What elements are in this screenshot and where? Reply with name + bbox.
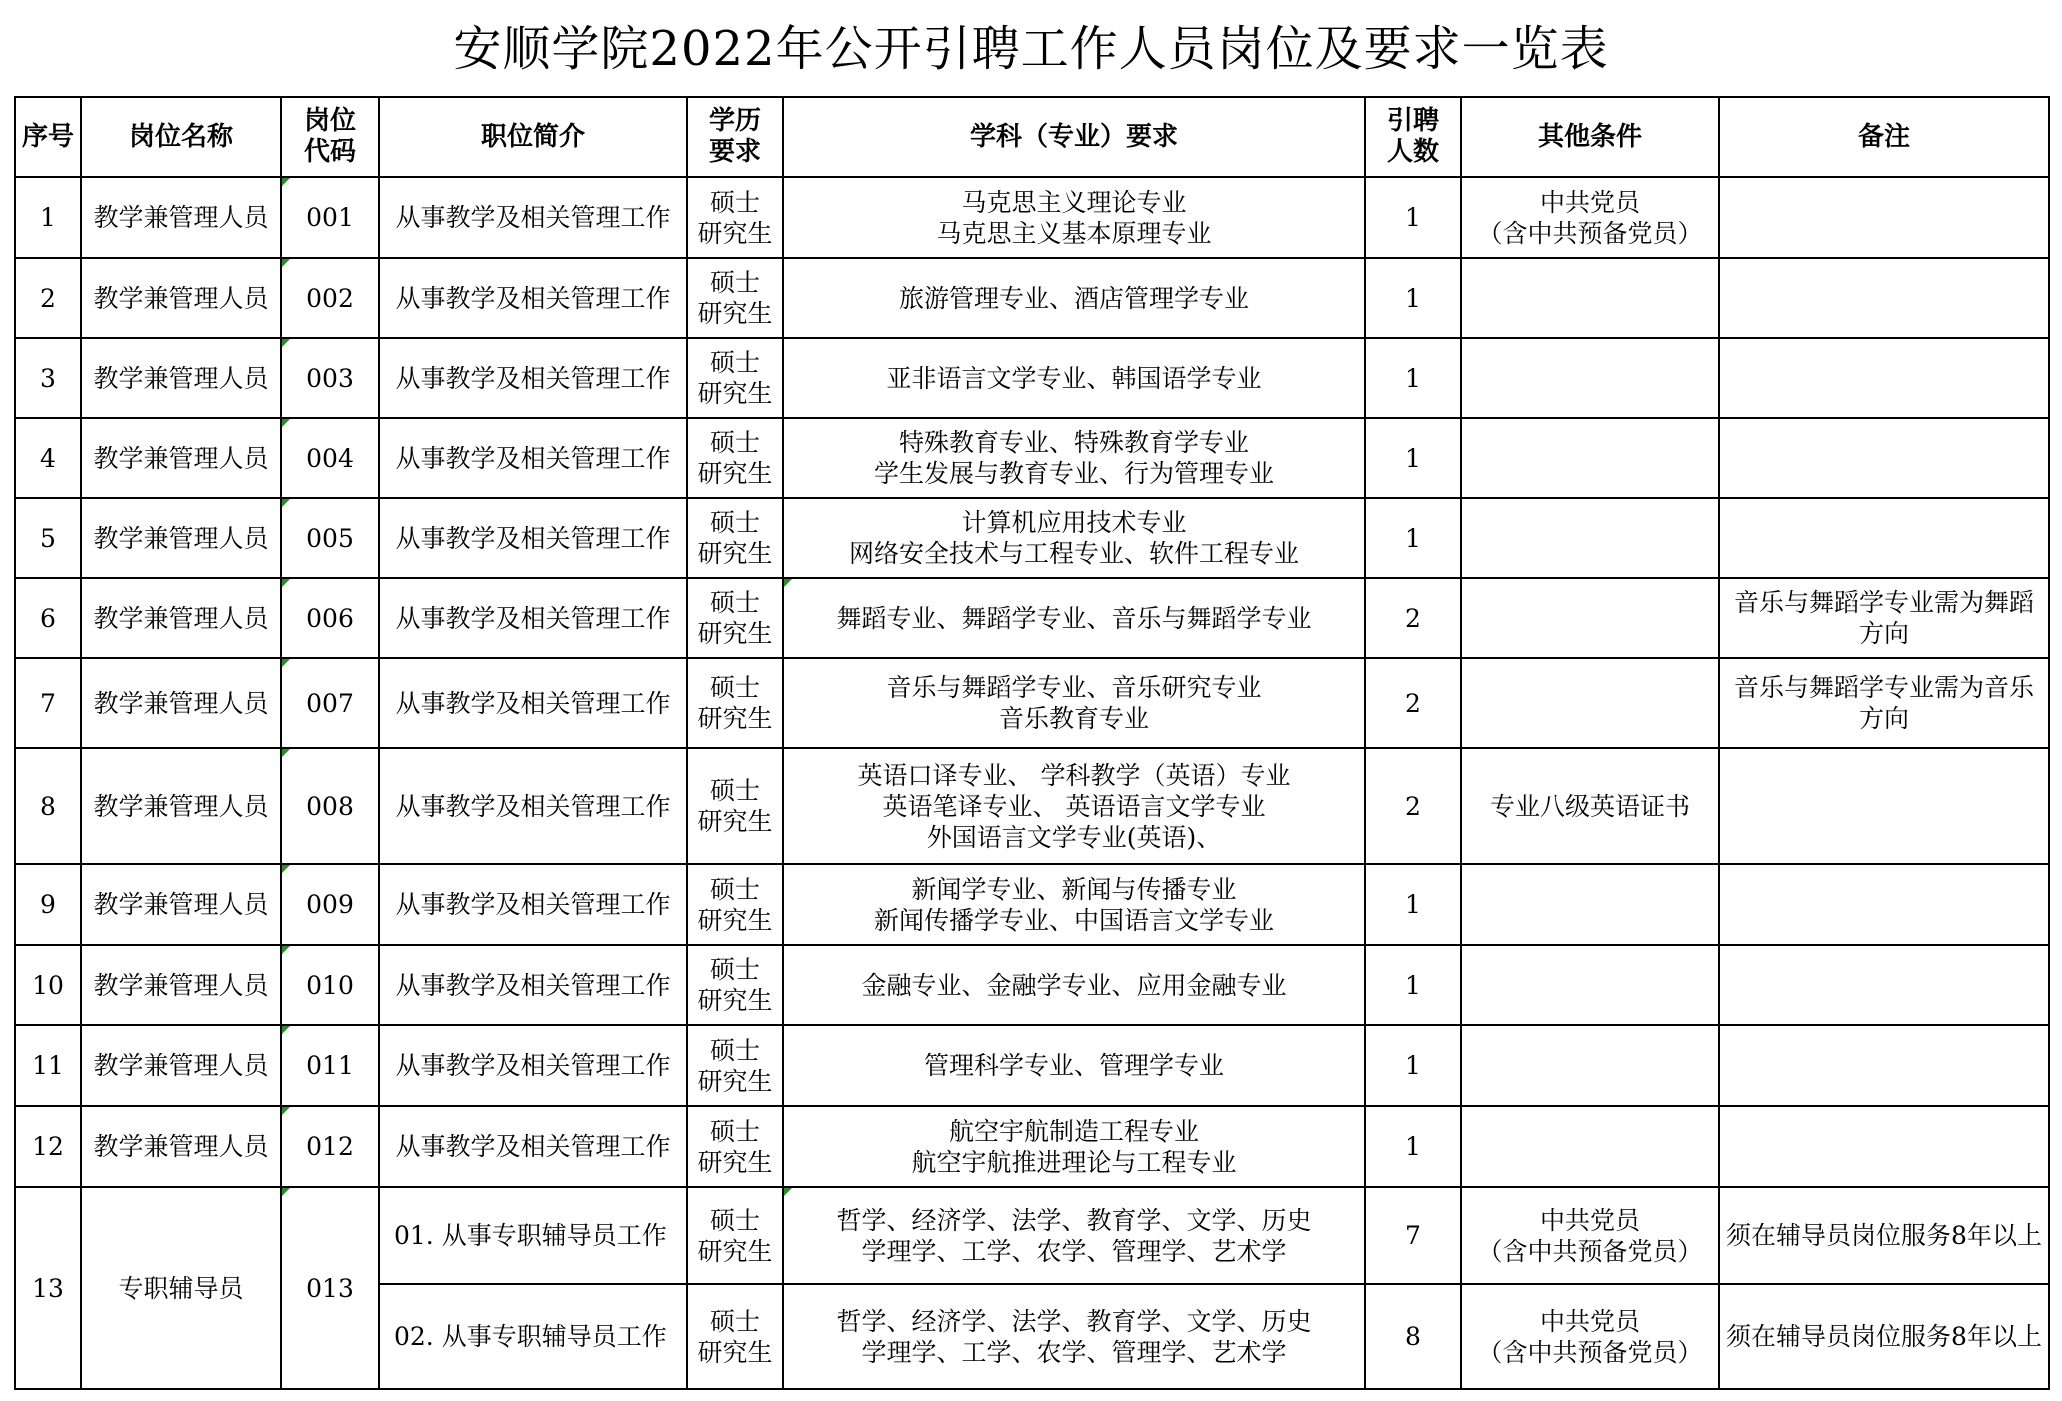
cell-name: 教学兼管理人员	[81, 258, 281, 338]
cell-code: 006	[281, 578, 379, 658]
cell-major: 哲学、经济学、法学、教育学、文学、历史 学理学、工学、农学、管理学、艺术学	[783, 1284, 1365, 1389]
cell-name: 教学兼管理人员	[81, 864, 281, 945]
cell-name: 教学兼管理人员	[81, 177, 281, 258]
cell-intro: 从事教学及相关管理工作	[379, 418, 687, 498]
cell-intro: 从事教学及相关管理工作	[379, 578, 687, 658]
cell-edu: 硕士 研究生	[687, 258, 783, 338]
cell-code: 009	[281, 864, 379, 945]
cell-count: 1	[1365, 945, 1461, 1025]
cell-intro: 从事教学及相关管理工作	[379, 945, 687, 1025]
cell-major: 旅游管理专业、酒店管理学专业	[783, 258, 1365, 338]
cell-edu: 硕士 研究生	[687, 864, 783, 945]
cell-count: 1	[1365, 338, 1461, 418]
cell-edu: 硕士 研究生	[687, 498, 783, 578]
cell-count: 7	[1365, 1187, 1461, 1284]
cell-count: 2	[1365, 748, 1461, 864]
cell-seq: 3	[15, 338, 81, 418]
cell-note	[1719, 498, 2049, 578]
table-row	[15, 578, 2049, 658]
cell-major: 新闻学专业、新闻与传播专业 新闻传播学专业、中国语言文学专业	[783, 864, 1365, 945]
cell-name: 教学兼管理人员	[81, 748, 281, 864]
cell-seq: 7	[15, 658, 81, 748]
cell-intro: 从事教学及相关管理工作	[379, 1106, 687, 1187]
cell-other	[1461, 578, 1719, 658]
cell-code: 005	[281, 498, 379, 578]
cell-other	[1461, 338, 1719, 418]
cell-intro: 02. 从事专职辅导员工作	[379, 1284, 687, 1389]
cell-intro: 从事教学及相关管理工作	[379, 338, 687, 418]
cell-intro: 从事教学及相关管理工作	[379, 1025, 687, 1106]
cell-major: 特殊教育专业、特殊教育学专业 学生发展与教育专业、行为管理专业	[783, 418, 1365, 498]
table-row	[15, 498, 2049, 578]
cell-name: 专职辅导员	[81, 1187, 281, 1389]
table-row	[15, 418, 2049, 498]
cell-other: 中共党员 （含中共预备党员）	[1461, 1187, 1719, 1284]
cell-seq: 5	[15, 498, 81, 578]
table-row	[15, 1106, 2049, 1187]
cell-name: 教学兼管理人员	[81, 338, 281, 418]
cell-seq: 1	[15, 177, 81, 258]
cell-note	[1719, 1106, 2049, 1187]
cell-note: 音乐与舞蹈学专业需为舞蹈方向	[1719, 578, 2049, 658]
cell-code: 011	[281, 1025, 379, 1106]
header-seq: 序号	[15, 97, 81, 177]
cell-count: 1	[1365, 498, 1461, 578]
positions-table	[14, 96, 2050, 1390]
cell-major: 计算机应用技术专业 网络安全技术与工程专业、软件工程专业	[783, 498, 1365, 578]
cell-seq: 4	[15, 418, 81, 498]
cell-count: 2	[1365, 578, 1461, 658]
cell-seq: 11	[15, 1025, 81, 1106]
cell-edu: 硕士 研究生	[687, 338, 783, 418]
table-row	[15, 864, 2049, 945]
cell-note	[1719, 1025, 2049, 1106]
table-row	[15, 945, 2049, 1025]
cell-major: 音乐与舞蹈学专业、音乐研究专业 音乐教育专业	[783, 658, 1365, 748]
cell-note: 音乐与舞蹈学专业需为音乐方向	[1719, 658, 2049, 748]
header-major: 学科（专业）要求	[783, 97, 1365, 177]
cell-other	[1461, 1106, 1719, 1187]
cell-seq: 13	[15, 1187, 81, 1389]
cell-code: 008	[281, 748, 379, 864]
cell-edu: 硕士 研究生	[687, 418, 783, 498]
cell-other: 专业八级英语证书	[1461, 748, 1719, 864]
cell-seq: 9	[15, 864, 81, 945]
cell-edu: 硕士 研究生	[687, 1187, 783, 1284]
cell-name: 教学兼管理人员	[81, 1025, 281, 1106]
cell-edu: 硕士 研究生	[687, 177, 783, 258]
cell-other: 中共党员 （含中共预备党员）	[1461, 177, 1719, 258]
cell-note: 须在辅导员岗位服务8年以上	[1719, 1187, 2049, 1284]
cell-count: 1	[1365, 864, 1461, 945]
cell-note	[1719, 258, 2049, 338]
cell-other	[1461, 258, 1719, 338]
cell-note	[1719, 748, 2049, 864]
cell-intro: 从事教学及相关管理工作	[379, 177, 687, 258]
cell-edu: 硕士 研究生	[687, 1025, 783, 1106]
cell-edu: 硕士 研究生	[687, 1106, 783, 1187]
cell-name: 教学兼管理人员	[81, 418, 281, 498]
cell-major: 马克思主义理论专业 马克思主义基本原理专业	[783, 177, 1365, 258]
cell-other	[1461, 658, 1719, 748]
cell-seq: 8	[15, 748, 81, 864]
cell-major: 舞蹈专业、舞蹈学专业、音乐与舞蹈学专业	[783, 578, 1365, 658]
header-note: 备注	[1719, 97, 2049, 177]
cell-major: 哲学、经济学、法学、教育学、文学、历史 学理学、工学、农学、管理学、艺术学	[783, 1187, 1365, 1284]
cell-name: 教学兼管理人员	[81, 658, 281, 748]
cell-major: 英语口译专业、 学科教学（英语）专业 英语笔译专业、 英语语言文学专业 外国语言文学专业(英语)、	[783, 748, 1365, 864]
cell-note	[1719, 338, 2049, 418]
page-title: 安顺学院2022年公开引聘工作人员岗位及要求一览表	[453, 21, 1609, 77]
cell-note	[1719, 418, 2049, 498]
table-row	[15, 748, 2049, 864]
cell-name: 教学兼管理人员	[81, 498, 281, 578]
cell-edu: 硕士 研究生	[687, 578, 783, 658]
cell-other	[1461, 864, 1719, 945]
cell-code: 001	[281, 177, 379, 258]
cell-intro: 从事教学及相关管理工作	[379, 748, 687, 864]
cell-note: 须在辅导员岗位服务8年以上	[1719, 1284, 2049, 1389]
table-row	[15, 177, 2049, 258]
cell-count: 1	[1365, 1025, 1461, 1106]
cell-other	[1461, 418, 1719, 498]
cell-seq: 6	[15, 578, 81, 658]
header-name: 岗位名称	[81, 97, 281, 177]
cell-major: 金融专业、金融学专业、应用金融专业	[783, 945, 1365, 1025]
cell-seq: 12	[15, 1106, 81, 1187]
cell-other	[1461, 498, 1719, 578]
header-intro: 职位简介	[379, 97, 687, 177]
table-row	[15, 1187, 2049, 1284]
cell-count: 1	[1365, 1106, 1461, 1187]
cell-major: 航空宇航制造工程专业 航空宇航推进理论与工程专业	[783, 1106, 1365, 1187]
cell-seq: 10	[15, 945, 81, 1025]
cell-note	[1719, 945, 2049, 1025]
table-row	[15, 258, 2049, 338]
table-row	[15, 658, 2049, 748]
table-row	[15, 1025, 2049, 1106]
cell-count: 8	[1365, 1284, 1461, 1389]
table-row	[15, 338, 2049, 418]
cell-intro: 从事教学及相关管理工作	[379, 658, 687, 748]
cell-seq: 2	[15, 258, 81, 338]
cell-count: 1	[1365, 258, 1461, 338]
cell-code: 004	[281, 418, 379, 498]
cell-code: 013	[281, 1187, 379, 1389]
cell-major: 亚非语言文学专业、韩国语学专业	[783, 338, 1365, 418]
cell-code: 010	[281, 945, 379, 1025]
cell-note	[1719, 177, 2049, 258]
cell-other	[1461, 945, 1719, 1025]
cell-other	[1461, 1025, 1719, 1106]
cell-intro: 从事教学及相关管理工作	[379, 258, 687, 338]
cell-other: 中共党员 （含中共预备党员）	[1461, 1284, 1719, 1389]
header-code: 岗位 代码	[281, 97, 379, 177]
cell-name: 教学兼管理人员	[81, 578, 281, 658]
cell-edu: 硕士 研究生	[687, 748, 783, 864]
header-count: 引聘 人数	[1365, 97, 1461, 177]
cell-count: 1	[1365, 177, 1461, 258]
cell-edu: 硕士 研究生	[687, 1284, 783, 1389]
header-row	[15, 97, 2049, 177]
cell-name: 教学兼管理人员	[81, 1106, 281, 1187]
cell-edu: 硕士 研究生	[687, 945, 783, 1025]
cell-count: 1	[1365, 418, 1461, 498]
header-edu: 学历 要求	[687, 97, 783, 177]
cell-code: 012	[281, 1106, 379, 1187]
cell-code: 003	[281, 338, 379, 418]
cell-count: 2	[1365, 658, 1461, 748]
cell-name: 教学兼管理人员	[81, 945, 281, 1025]
cell-note	[1719, 864, 2049, 945]
cell-code: 007	[281, 658, 379, 748]
cell-edu: 硕士 研究生	[687, 658, 783, 748]
cell-code: 002	[281, 258, 379, 338]
cell-intro: 01. 从事专职辅导员工作	[379, 1187, 687, 1284]
cell-intro: 从事教学及相关管理工作	[379, 498, 687, 578]
cell-major: 管理科学专业、管理学专业	[783, 1025, 1365, 1106]
cell-intro: 从事教学及相关管理工作	[379, 864, 687, 945]
header-other: 其他条件	[1461, 97, 1719, 177]
